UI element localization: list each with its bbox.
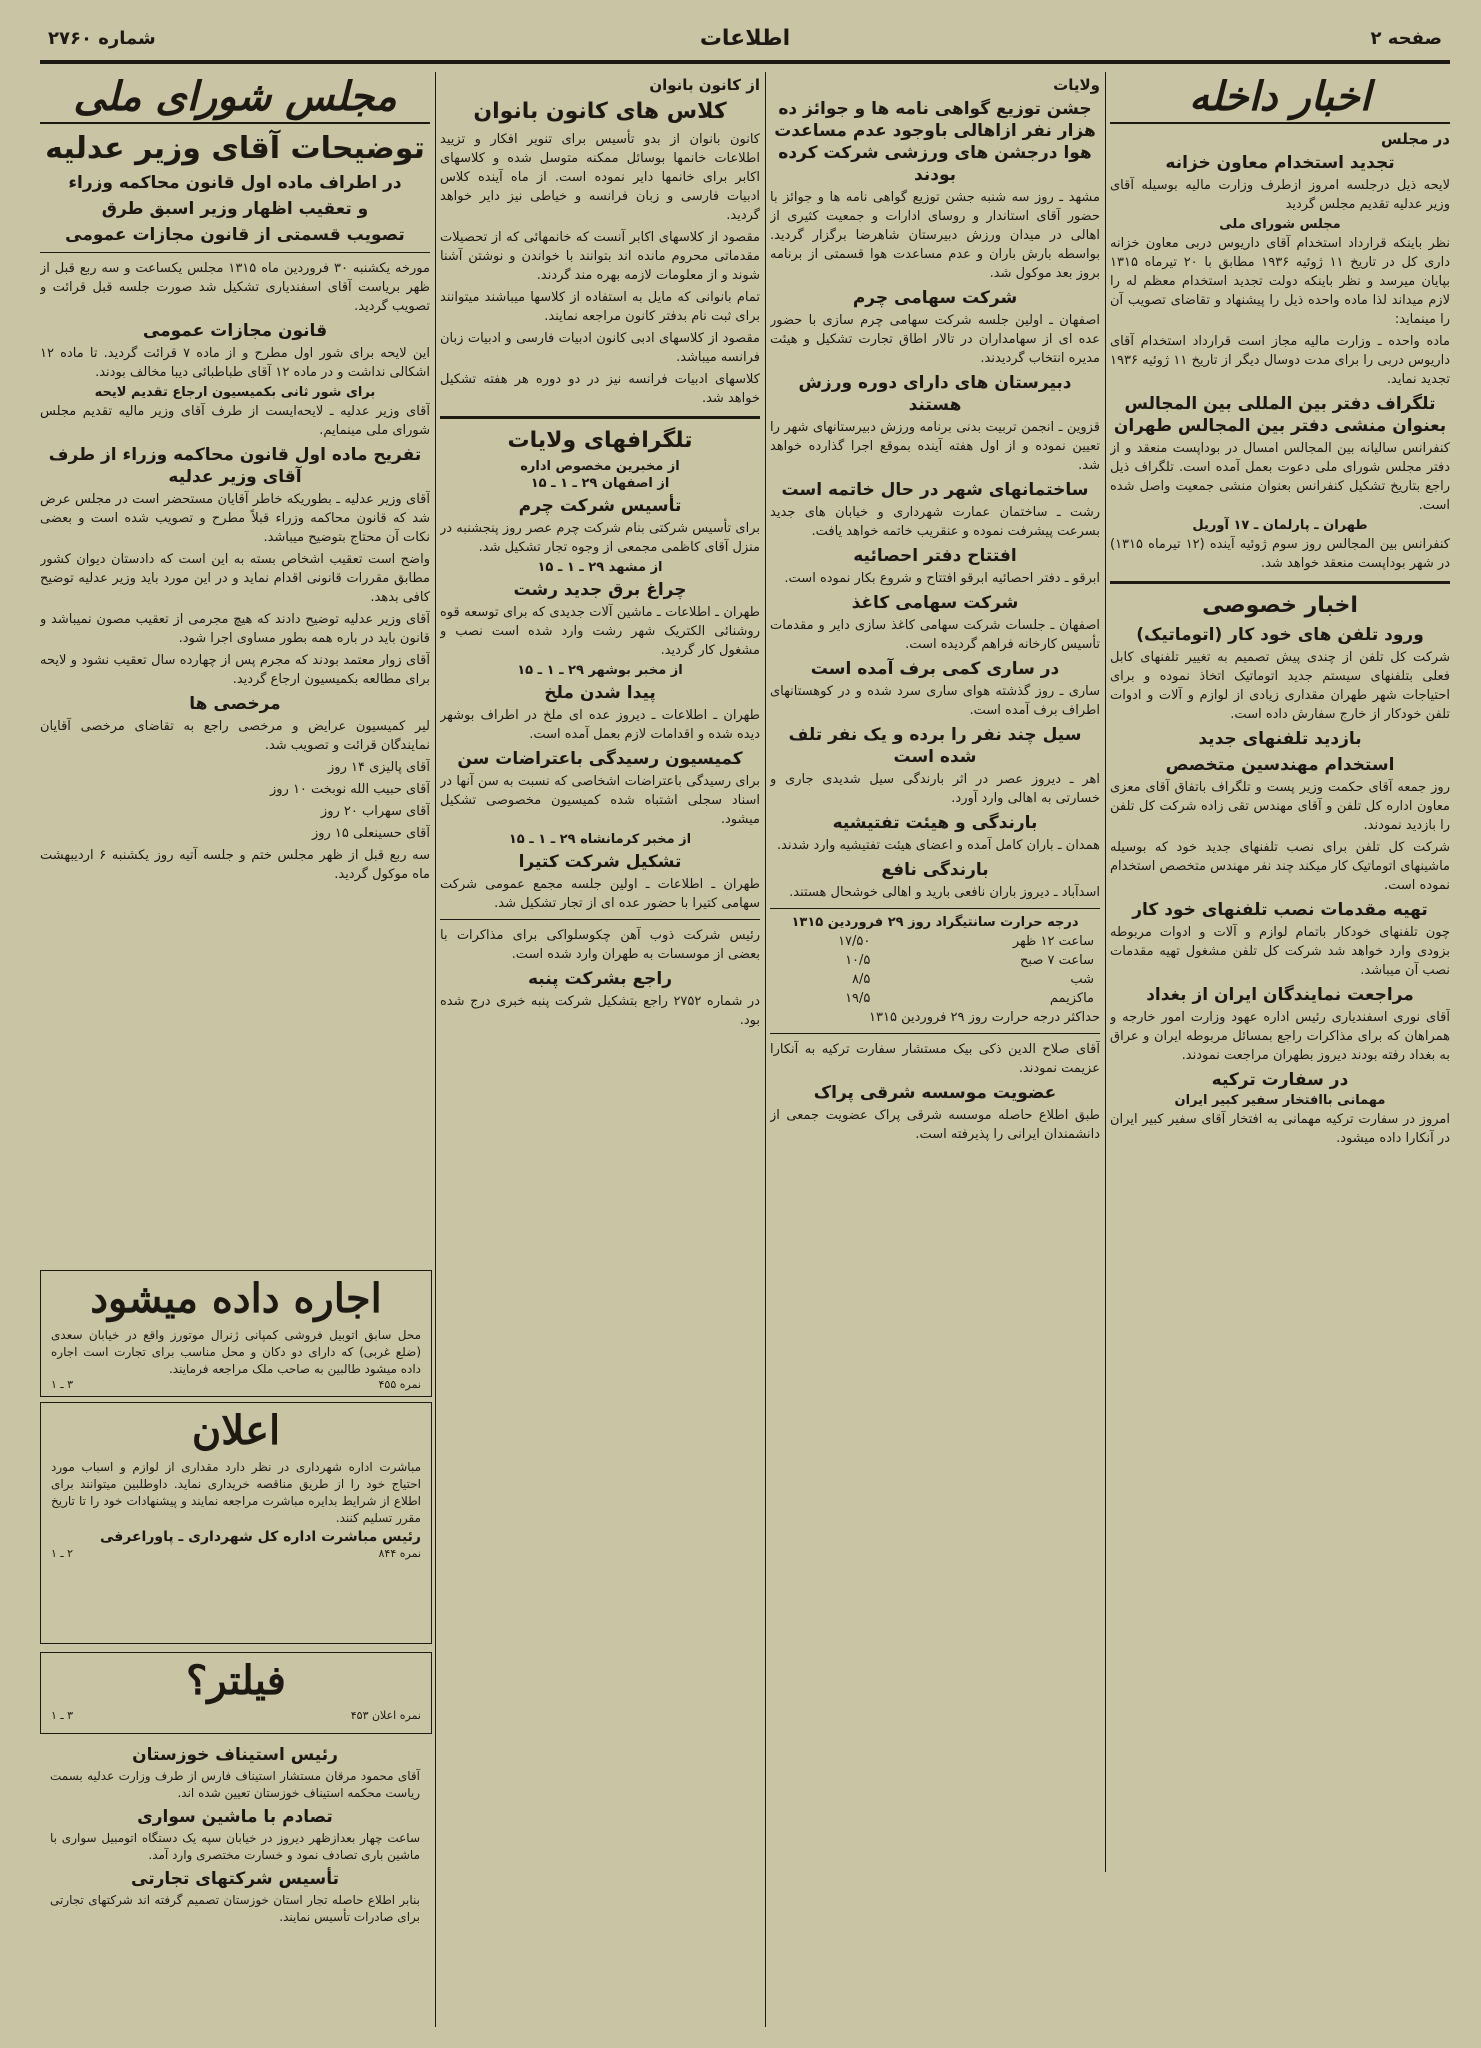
section-title: مجلس شورای ملی [40, 72, 430, 124]
headline: کلاس های کانون بانوان [473, 99, 727, 124]
dateline: از مخبر بوشهر ۲۹ ـ ۱ ـ ۱۵ [517, 663, 683, 678]
article-text: اصفهان ـ اولین جلسه شرکت سهامی چرم سازی با حضور عده ای از سهامداران در تالار اطاق تجارت تشکیل و هیئت مدیره انتخاب گردیدند. [770, 313, 1100, 366]
kicker: در مجلس [1381, 130, 1450, 148]
column-divider [765, 72, 766, 2027]
column-domestic-news [1110, 72, 1450, 1872]
article-text: ماده واحده ـ وزارت مالیه مجاز است قرارداد استخدام آقای داریوس دربی را برای مدت دوسال دیگر از تاریخ ۱۱ ژوئیه ۱۹۳۶ تجدید نماید. [1110, 334, 1450, 387]
ad-footer [41, 1378, 431, 1391]
article-text: طهران ـ اطلاعات ـ دیروز عده ای ملخ در اطراف بوشهر دیده شده و اقدامات لازم بعمل آمده است. [440, 708, 760, 742]
table-cell: ۱۷/۵۰ [838, 934, 871, 949]
kicker: ولایات [1053, 76, 1100, 94]
headline: تأسیس شرکتهای تجارتی [131, 1869, 339, 1889]
list-item: آقای حسینعلی ۱۵ روز [311, 826, 430, 841]
ad-number: نمره اعلان ۴۵۳ [350, 1709, 421, 1722]
table-row [770, 951, 1100, 970]
table-row [770, 932, 1100, 951]
headline: شرکت سهامی چرم [852, 288, 1018, 308]
headline: قانون مجازات عمومی [142, 321, 328, 341]
headline: بازدید تلفنهای جدید [1198, 729, 1362, 749]
table-row [770, 989, 1100, 1008]
column-divider [435, 72, 436, 2027]
headline: افتتاح دفتر احصائیه [853, 546, 1017, 566]
table-cell: ۱۹/۵ [845, 991, 871, 1006]
article-text: امروز در سفارت ترکیه مهمانی به افتخار آقای سفیر کبیر ایران در آنکارا داده میشود. [1110, 1112, 1450, 1146]
article-text: حداکثر درجه حرارت روز ۲۹ فروردین ۱۳۱۵ [869, 1010, 1100, 1025]
article-text: آقای وزیر عدلیه ـ لایحه‌ایست از طرف آقای وزیر مالیه تقدیم مجلس شورای ملی مینمایم. [40, 404, 430, 438]
article-text: مشهد ـ روز سه شنبه جشن توزیع گواهی نامه ها و جوائز با حضور آقای استاندار و روسای ادارات و جمعیت کثیری از اهالی در میدان ورزش دبیرستان شاهرضا برگزار گردید. بواسطه بارش باران و عدم مساعدت هوا قسمتی از برنامه بروز بعد موکول شد. [770, 190, 1100, 281]
ad-signature: رئیس مباشرت اداره کل شهرداری ـ پاوراعرفی [99, 1529, 421, 1545]
ad-text: محل سابق اتوبیل فروشی کمپانی ژنرال موتورز واقع در خیابان سعدی (ضلع غربی) که دارای دو دکان و محل مناسب برای تجارت است اجاره داده میشود طالبین به صاحب ملک مراجعه فرمایند. [51, 1328, 421, 1376]
table-cell: ساعت ۱۲ ظهر [1012, 934, 1094, 949]
ad-footer [41, 1547, 431, 1560]
list-item: آقای حبیب الله نوبخت ۱۰ روز [269, 782, 430, 797]
article-text: چون تلفنهای خودکار باتمام لوازم و آلات و ادوات مربوطه بزودی وارد خواهد شد شرکت کل تلفن مشغول تهیه مقدمات نصب آن میباشد. [1110, 925, 1450, 978]
article-text: شرکت کل تلفن از چندی پیش تصمیم به تغییر تلفنهای کابل فعلی بتلفنهای سیستم جدید اتوماتیک اتخاذ نموده و برای احتیاجات شهر طهران مقداری زیادی از لوازم و آلات و ادوات تلفن خودکار از خارج سفارش داده است. [1110, 650, 1450, 722]
divider [1110, 581, 1450, 584]
section-title: اخبار خصوصی [1202, 593, 1358, 618]
subheadline: در اطراف ماده اول قانون محاکمه وزراء [68, 173, 402, 193]
article-text: برای تأسیس شرکتی بنام شرکت چرم عصر روز پنجشنبه در منزل آقای کاظمی مجمعی از وجوه تجار تشکیل شد. [440, 521, 760, 555]
article-text: مورخه یکشنبه ۳۰ فروردین ماه ۱۳۱۵ مجلس یکساعت و سه ربع قبل از ظهر بریاست آقای اسفندیاری تشکیل شد صورت جلسه قبل قرائت و تصویب گردید. [40, 261, 430, 314]
ad-title: اعلان [191, 1407, 281, 1454]
column-parliament [40, 72, 430, 1312]
table-cell: ماکزیمم [1049, 991, 1094, 1006]
headline: رئیس استیناف خوزستان [132, 1745, 338, 1765]
headline: کمیسیون رسیدگی باعتراضات سن [457, 749, 743, 769]
article-text: قزوین ـ انجمن تربیت بدنی برنامه ورزش دبیرستانهای شهر را تعیین نموده و از اول هفته آینده بموقع اجرا گذارده خواهد شد. [770, 420, 1100, 473]
ad-number: نمره ۴۵۵ [378, 1378, 421, 1391]
ad-code: ۲ ـ ۱ [51, 1547, 74, 1560]
article-text: تمام بانوانی که مایل به استفاده از کلاسها میباشند میتوانند برای ثبت نام بدفتر کانون مراجعه نمایند. [440, 290, 760, 324]
column-women-center [440, 72, 760, 2027]
article-text: بنابر اطلاع حاصله تجار استان خوزستان تصمیم گرفته اند شرکتهای تجارتی برای صادرات تأسیس نمایند. [50, 1893, 420, 1924]
issue-number: شماره ۲۷۶۰ [48, 28, 156, 49]
headline: استخدام مهندسین متخصص [1165, 755, 1395, 775]
headline: شرکت سهامی کاغذ [851, 593, 1019, 613]
article-text: همدان ـ باران کامل آمده و اعضای هیئت تفتیشیه وارد شدند. [777, 838, 1100, 853]
ad-text: مباشرت اداره شهرداری در نظر دارد مقداری از لوازم و اسباب مورد احتیاج خود را از طریق مناقصه خریداری نماید. داوطلبین میتوانند برای اطلاع از شرایط بدایره مباشرت مراجعه نمایند و پیشنهادات خود را تا تاریخ مقرر تسلیم کنند. [51, 1460, 421, 1525]
headline: تصادم با ماشین سواری [137, 1807, 333, 1827]
section-title: تلگرافهای ولایات [507, 428, 693, 453]
ad-code: ۳ ـ ۱ [51, 1709, 74, 1722]
column-divider [1105, 72, 1106, 1872]
subheadline: برای شور ثانی بکمیسیون ارجاع تقدیم لایحه [94, 385, 376, 400]
article-text: ابرقو ـ دفتر احصائیه ابرقو افتتاح و شروع بکار نموده است. [784, 571, 1100, 586]
subheadline: و تعقیب اظهار وزیر اسبق طرق [101, 199, 369, 219]
article-text: رئیس شرکت ذوب آهن چکوسلواکی برای مذاکرات با بعضی از موسسات به طهران وارد شده است. [440, 928, 760, 962]
article-text: آقای نوری اسفندیاری رئیس اداره عهود وزارت امور خارجه و همراهان که برای مذاکرات راجع بمسائل مربوطه ایران و عراق به بغداد رفته بودند دیروز بطهران مراجعت نمودند. [1110, 1010, 1450, 1063]
article-text: برای رسیدگی باعتراضات اشخاصی که نسبت به سن آنها در اسناد سجلی اشتباه شده کمیسیون مخصوصی تشکیل میشود. [440, 774, 760, 827]
article-text: کنفرانس بین المجالس روز سوم ژوئیه آینده (۱۲ تیرماه ۱۳۱۵) در شهر بوداپست منعقد خواهد شد. [1110, 537, 1450, 571]
divider [440, 416, 760, 419]
headline: دبیرستان های دارای دوره ورزش هستند [798, 373, 1072, 415]
table-cell: ۱۰/۵ [845, 953, 871, 968]
article-text: نظر باینکه قرارداد استخدام آقای داریوس دربی معاون خزانه داری کل در تاریخ ۱۱ ژوئیه ۱۹۳۶ مطابق با ۲۰ تیرماه ۱۳۱۵ بپایان میرسد و نظر باینکه دولت تجدید استخدام معظم له را لازم میداند لذا ماده واحده ذیل را پیشنهاد و تقاضای تصویب آن را مینماید: [1110, 236, 1450, 327]
article-text: طهران ـ اطلاعات ـ اولین جلسه مجمع عمومی شرکت سهامی کتیرا با حضور عده ای از تجار تشکیل شد. [440, 877, 760, 911]
article-text: مقصود از کلاسهای اکابر آنست که خانمهائی که از تحصیلات مقدماتی محروم مانده اند بتوانند با خواندن و نوشتن آشنا شوند و از معلومات لازمه بهره مند گردند. [440, 230, 760, 283]
article-text: اسدآباد ـ دیروز باران نافعی بارید و اهالی خوشحال هستند. [789, 885, 1100, 900]
divider [770, 908, 1100, 909]
divider [440, 919, 760, 920]
article-text: لیر کمیسیون عرایض و مرخصی راجع به تقاضای مرخصی آقایان نمایندگان قرائت و تصویب شد. [40, 719, 430, 753]
table-cell: ساعت ۷ صبح [1020, 953, 1094, 968]
ad-code: ۳ ـ ۱ [51, 1378, 74, 1391]
headline: تشکیل شرکت کتیرا [518, 852, 682, 872]
article-text: آقای محمود مرقان مستشار استیناف فارس از طرف وزارت عدلیه بسمت ریاست محکمه استیناف خوزستان تعیین شده اند. [50, 1769, 420, 1800]
article-text: در شماره ۲۷۵۲ راجع بتشکیل شرکت پنبه خبری درج شده بود. [440, 994, 760, 1028]
section-title: اخبار داخله [1110, 72, 1450, 124]
article-text: کانون بانوان از بدو تأسیس برای تنویر افکار و تزیید اطلاعات خانمها بوسائل ممکنه متوسل شده و کلاسهای اکابر برای خانمها دایر نموده است. از ماه آینده کلاس ادبیات فارسی و زبان فرانسه و خیاطی نیز دایر خواهد گردید. [440, 132, 760, 223]
weather-table [770, 932, 1100, 1008]
newspaper-page [40, 22, 1450, 2032]
subheadline: مهمانی باافتخار سفیر کبیر ایران [1174, 1093, 1386, 1108]
article-text: این لایحه برای شور اول مطرح و از ماده ۷ قرائت گردید. تا ماده ۱۲ اشکالی نداشت و در ماده ۱۲ آقای طباطبائی دیبا مخالف بودند. [40, 346, 430, 380]
dateline: از مخبر کرمانشاه ۲۹ ـ ۱ ـ ۱۵ [508, 832, 692, 847]
headline: چراغ برق جدید رشت [513, 580, 687, 600]
dateline: از مشهد ۲۹ ـ ۱ ـ ۱۵ [537, 560, 663, 575]
list-item: آقای پالیزی ۱۴ روز [328, 760, 430, 775]
headline: عضویت موسسه شرقی پراک [813, 1083, 1057, 1103]
page-number: صفحه ۲ [1370, 28, 1442, 49]
article-text: طبق اطلاع حاصله موسسه شرقی پراک عضویت جمعی از دانشمندان ایرانی را پذیرفته است. [770, 1108, 1100, 1142]
article-text: ساری ـ روز گذشته هوای ساری سرد شده و در کوهستانهای اطراف برف آمده است. [770, 684, 1100, 718]
dateline: طهران ـ پارلمان ـ ۱۷ آوریل [1192, 518, 1368, 533]
notice-ad [40, 1402, 432, 1644]
headline: ورود تلفن های خود کار (اتوماتیک) [1136, 625, 1424, 645]
misc-news [40, 1740, 430, 2030]
headline: بارندگی نافع [881, 860, 989, 880]
headline: پیدا شدن ملخ [544, 683, 656, 703]
subheadline: از مخبرین مخصوص اداره [520, 459, 680, 474]
headline: جشن توزیع گواهی نامه ها و جوائز ده هزار نفر ازاهالی باوجود عدم مساعدت هوا درجشن های ورزشی شرکت کرده بودند [774, 99, 1096, 185]
article-text: اهر ـ دیروز عصر در اثر بارندگی سیل شدیدی جاری و خسارتی به اهالی وارد آورد. [770, 772, 1100, 806]
subheadline: مجلس شورای ملی [1219, 217, 1341, 232]
ad-footer [41, 1709, 431, 1722]
headline: ساختمانهای شهر در حال خاتمه است [781, 480, 1089, 500]
ad-title: فیلتر؟ [186, 1657, 286, 1704]
table-cell: شب [1070, 972, 1094, 987]
headline: سیل چند نفر را برده و یک نفر تلف شده است [788, 725, 1082, 767]
headline: تجدید استخدام معاون خزانه [1165, 153, 1395, 173]
article-text: کنفرانس سالیانه بین المجالس امسال در بوداپست منعقد و از دفتر مجلس شورای ملی دعوت بعمل آمده است. تلگراف ذیل راجع بتاریخ تشکیل کنفرانس بعنوان منشی جمعیت واصل شده است. [1110, 441, 1450, 513]
dateline: از اصفهان ۲۹ ـ ۱ ـ ۱۵ [530, 476, 670, 491]
article-text: ساعت چهار بعدازظهر دیروز در خیابان سپه یک دستگاه اتومبیل سواری با ماشین باری تصادف نمود و خسارت مختصری وارد آمد. [50, 1831, 420, 1862]
article-text: رشت ـ ساختمان عمارت شهرداری و خیابان های جدید بسرعت پیشرفت نموده و عنقریب خاتمه خواهد یافت. [770, 505, 1100, 539]
paper-name: اطلاعات [699, 26, 791, 51]
headline: تفریح ماده اول قانون محاکمه وزراء از طرف آقای وزیر عدلیه [48, 445, 422, 487]
article-text: لایحه ذیل درجلسه امروز ازطرف وزارت مالیه بوسیله آقای وزیر عدلیه تقدیم مجلس گردید [1110, 178, 1450, 212]
table-row [770, 970, 1100, 989]
article-text: آقای وزیر عدلیه ـ بطوریکه خاطر آقایان مستحضر است در مجلس عرض شد که قانون محاکمه وزراء قبلاً مطرح و تصویب شده است و بعضی نکات آن محتاج بتوضیح میباشد. [40, 492, 430, 545]
table-cell: ۸/۵ [852, 972, 871, 987]
film-ad [40, 1652, 432, 1734]
article-text: آقای صلاح الدین ذکی بیک مستشار سفارت ترکیه به آنکارا عزیمت نمودند. [770, 1042, 1100, 1076]
headline: تهیه مقدمات نصب تلفنهای خود کار [1132, 900, 1428, 920]
article-text: روز جمعه آقای حکمت وزیر پست و تلگراف باتفاق آقای معزی معاون اداره کل تلفن و آقای مهندس تقی زاده شرکت کل تلفن را بازدید نمودند. [1110, 780, 1450, 833]
article-text: آقای وزیر عدلیه توضیح دادند که هیچ مجرمی از تعقیب مصون نمیباشد و قانون باید در باره همه بطور مساوی اجرا شود. [40, 612, 430, 646]
rent-ad [40, 1270, 432, 1397]
column-provinces [770, 72, 1100, 1732]
article-text: مقصود از کلاسهای ادبی کانون ادبیات فارسی و ادبیات زبان فرانسه میباشد. [440, 331, 760, 365]
article-text: سه ربع قبل از ظهر مجلس ختم و جلسه آتیه روز یکشنبه ۶ اردیبهشت ماه موکول گردید. [40, 848, 430, 882]
masthead [40, 22, 1450, 64]
list-item: آقای سهراب ۲۰ روز [320, 804, 430, 819]
article-text: اصفهان ـ جلسات شرکت سهامی کاغذ سازی دایر و مقدمات تأسیس کارخانه فراهم گردیده است. [770, 618, 1100, 652]
headline: تأسیس شرکت چرم [518, 496, 682, 516]
weather-title: درجه حرارت سانتیگراد روز ۲۹ فروردین ۱۳۱۵ [791, 915, 1079, 930]
headline: در ساری کمی برف آمده است [810, 659, 1060, 679]
kicker: از کانون بانوان [649, 76, 760, 94]
headline: توضیحات آقای وزیر عدلیه [45, 131, 425, 166]
subheadline: تصویب قسمتی از قانون مجازات عمومی [65, 225, 405, 245]
article-text: کلاسهای ادبیات فرانسه نیز در دو دوره هر هفته تشکیل خواهد شد. [440, 372, 760, 406]
headline: بارندگی و هیئت تفتیشیه [832, 813, 1038, 833]
headline: در سفارت ترکیه [1211, 1070, 1349, 1090]
ad-title: اجاره داده میشود [90, 1275, 382, 1322]
headline: مرخصی ها [189, 694, 281, 714]
article-text: آقای زوار معتمد بودند که مجرم پس از چهارده سال تعقیب نشود و لایحه برای مطالعه بکمیسیون ارجاع گردید. [40, 653, 430, 687]
ad-number: نمره ۸۴۴ [378, 1547, 421, 1560]
article-text: طهران ـ اطلاعات ـ ماشین آلات جدیدی که برای توسعه قوه روشنائی الکتریک شهر رشت وارد شده است نصب و مشغول کار گردید. [440, 605, 760, 658]
headline: تلگراف دفتر بین المللی بین المجالس بعنوان منشی دفتر بین المجالس طهران [1113, 394, 1447, 436]
article-text: شرکت کل تلفن برای نصب تلفنهای جدید خود که بوسیله ماشینهای اتوماتیک کار میکند چند نفر مهندس متخصص استخدام نموده است. [1110, 840, 1450, 893]
divider [40, 252, 430, 253]
headline: راجع بشرکت پنبه [527, 969, 673, 989]
article-text: واضح است تعقیب اشخاص بسته به این است که دادستان دیوان کشور مطابق مقررات قانونی اقدام نماید و در این مورد باید وزیر عدلیه توضیح کافی بدهد. [40, 552, 430, 605]
divider [770, 1033, 1100, 1034]
headline: مراجعت نمایندگان ایران از بغداد [1146, 985, 1414, 1005]
